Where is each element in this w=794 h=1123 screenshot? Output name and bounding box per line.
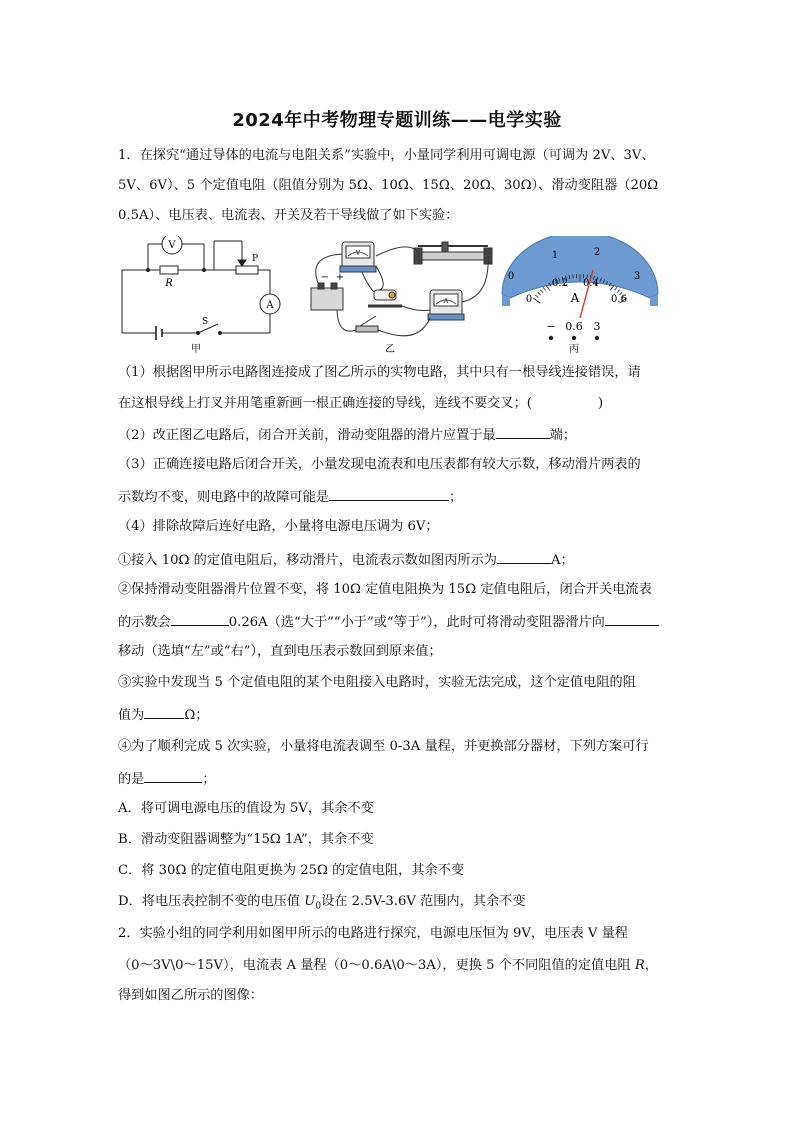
bing-inner-0: 0 bbox=[525, 294, 533, 305]
jia-resistor-label: R bbox=[165, 278, 173, 289]
bing-terminal-minus: − bbox=[546, 320, 556, 333]
dial-tick bbox=[617, 290, 620, 293]
dial-tick bbox=[533, 298, 540, 303]
q1-part3-blank[interactable] bbox=[329, 486, 449, 501]
q1-sub2-text-a: 的示数会 bbox=[118, 615, 171, 630]
jia-caption: 甲 bbox=[191, 344, 201, 355]
q1-part1-answer-space[interactable] bbox=[532, 393, 598, 407]
q1-option-b[interactable]: B．滑动变阻器调整为“15Ω 1A”，其余不变 bbox=[118, 832, 374, 847]
physical-circuit-yi bbox=[311, 242, 492, 336]
q1-sub3-blank[interactable] bbox=[144, 704, 184, 719]
bing-unit: A bbox=[570, 291, 580, 305]
q2-line-2-tail: ， bbox=[644, 958, 658, 973]
bing-caption: 丙 bbox=[569, 344, 579, 355]
bing-terminal-3: 3 bbox=[593, 320, 601, 333]
yi-caption: 乙 bbox=[385, 344, 395, 355]
bing-inner-0-4: 0.4 bbox=[583, 278, 599, 289]
q1-sub2-line-1: ②保持滑动变阻器滑片位置不变，将 10Ω 定值电阻换为 15Ω 定值电阻后，闭合开关电流表 bbox=[118, 582, 652, 597]
q2-line-3: 得到如图乙所示的图像： bbox=[118, 988, 264, 1003]
q1-sub1-blank[interactable] bbox=[497, 549, 551, 564]
q1-part1-line-2 bbox=[118, 393, 678, 414]
q1-sub3-tail: Ω； bbox=[184, 708, 209, 723]
dial-tick bbox=[538, 292, 541, 295]
q1-sub4-blank[interactable] bbox=[144, 768, 202, 783]
jia-slider-label: P bbox=[252, 254, 259, 264]
q1-sub1-text: ①接入 10Ω 的定值电阻后，移动滑片，电流表示数如图丙所示为 bbox=[118, 553, 497, 568]
jia-voltmeter-label: V bbox=[168, 240, 176, 251]
q1-part1-line-1: （1）根据图甲所示电路图连接成了图乙所示的实物电路，其中只有一根导线连接错误，请 bbox=[118, 365, 641, 380]
q1-part2-line bbox=[118, 424, 678, 446]
q1-option-d[interactable] bbox=[118, 892, 678, 917]
q1-sub3-line-1: ③实验中发现当 5 个定值电阻的某个电阻接入电路时，实验无法完成，这个定值电阻的阻 bbox=[118, 675, 636, 690]
q1-sub2-line-2 bbox=[118, 611, 678, 633]
q1-part3-text: 示数均不变，则电路中的故障可能是 bbox=[118, 490, 329, 505]
bing-terminal-dot-minus bbox=[549, 336, 553, 340]
q1-intro-line-3: 0.5A）、电压表、电流表、开关及若干导线做了如下实验： bbox=[118, 208, 459, 223]
q1-option-a[interactable]: A．将可调电源电压的值设为 5V，其余不变 bbox=[118, 801, 374, 816]
yi-battery-plus: + bbox=[335, 272, 345, 283]
bing-inner-0-6: 0.6 bbox=[611, 294, 627, 305]
q1-sub4-line-2 bbox=[118, 768, 678, 790]
q1-option-d-text-b: 设在 2.5V-3.6V 范围内，其余不变 bbox=[321, 894, 526, 909]
dial-tick bbox=[543, 287, 546, 290]
bing-outer-2: 2 bbox=[593, 247, 601, 258]
q1-sub4-text: 的是 bbox=[118, 772, 145, 787]
dial-tick bbox=[540, 290, 543, 293]
dial-tick bbox=[614, 287, 617, 290]
bing-terminal-dot-0-6 bbox=[572, 336, 576, 340]
q1-sub4-line-1: ④为了顺利完成 5 次实验，小量将电流表调至 0-3A 量程，并更换部分器材，下列方案可行 bbox=[118, 739, 649, 754]
q1-option-d-variable: U bbox=[304, 894, 316, 909]
bing-inner-0-2: 0.2 bbox=[552, 278, 568, 289]
q1-part3-line-2 bbox=[118, 486, 678, 508]
q2-resistor-variable: R bbox=[634, 958, 645, 973]
figure-row-svg bbox=[118, 236, 678, 356]
q1-sub2-text-b: 0.26A（选“大于”“小于”或“等于”），此时可将滑动变阻器滑片向 bbox=[228, 615, 605, 630]
q1-part2-tail: 端； bbox=[549, 428, 577, 443]
dial-tick bbox=[546, 285, 550, 291]
q1-intro-line-1: 1．在探究“通过导体的电流与电阻关系”实验中，小量同学利用可调电源（可调为 2V、3V、 bbox=[118, 148, 655, 163]
q1-sub2-blank-2[interactable] bbox=[605, 611, 659, 626]
dial-tick bbox=[573, 275, 574, 279]
bing-outer-0: 0 bbox=[507, 271, 515, 282]
q1-figures bbox=[118, 236, 678, 356]
q1-sub2-line-3: 移动（选填“左”或“右”），直到电压表示数回到原来值； bbox=[118, 644, 442, 659]
yi-voltmeter-letter: V bbox=[355, 250, 361, 257]
q1-sub4-tail: ； bbox=[202, 772, 216, 787]
jia-ammeter-label: A bbox=[266, 300, 274, 311]
circuit-diagram-jia bbox=[122, 236, 280, 340]
bing-outer-1: 1 bbox=[551, 250, 559, 261]
bing-terminal-dot-3 bbox=[595, 336, 599, 340]
q2-line-1: 2．实验小组的同学利用如图甲所示的电路进行探究，电源电压恒为 9V，电压表 V 量程 bbox=[118, 926, 628, 941]
q1-option-d-text-a: D．将电压表控制不变的电压值 bbox=[118, 894, 305, 909]
q1-part3-line-1: （3）正确连接电路后闭合开关，小量发现电流表和电压表都有较大示数，移动滑片两表的 bbox=[118, 457, 641, 472]
dial-tick bbox=[535, 295, 538, 298]
page-title: 2024年中考物理专题训练——电学实验 bbox=[232, 110, 562, 131]
q1-option-c[interactable]: C．将 30Ω 的定值电阻更换为 25Ω 的定值电阻，其余不变 bbox=[118, 863, 465, 878]
yi-battery-minus: − bbox=[320, 272, 330, 283]
q1-sub1-line bbox=[118, 549, 678, 571]
q1-sub3-line-2 bbox=[118, 704, 678, 726]
bing-outer-3: 3 bbox=[633, 271, 641, 282]
q1-part2-blank[interactable] bbox=[496, 424, 550, 439]
q1-part1-close: ) bbox=[597, 396, 604, 411]
q1-part2-text: （2）改正图乙电路后，闭合开关前，滑动变阻器的滑片应置于最 bbox=[118, 428, 496, 443]
q1-intro-line-2: 5V、6V）、5 个定值电阻（阻值分别为 5Ω、10Ω、15Ω、20Ω、30Ω）、滑动变阻器（20Ω bbox=[118, 178, 659, 193]
q1-part1-text: 在这根导线上打叉并用笔重新画一根正确连接的导线，连线不要交叉；( bbox=[118, 396, 532, 411]
q1-sub3-text: 值为 bbox=[118, 708, 145, 723]
bing-terminal-0-6: 0.6 bbox=[565, 320, 583, 333]
q1-option-d-subscript: 0 bbox=[315, 901, 322, 912]
q1-part3-tail: ； bbox=[449, 490, 463, 505]
q1-sub2-blank-1[interactable] bbox=[171, 611, 229, 626]
q2-line-2-text: （0～3V\0～15V），电流表 A 量程（0～0.6A\0～3A），更换 5 个不同阻值的定值电阻 bbox=[118, 958, 635, 973]
q2-line-2 bbox=[118, 956, 678, 976]
q1-sub1-tail: A； bbox=[550, 553, 574, 568]
yi-ammeter-letter: A bbox=[443, 298, 449, 305]
jia-switch-label: S bbox=[202, 317, 209, 327]
dial-tick bbox=[610, 285, 614, 291]
q1-part4-line: （4）排除故障后连好电路，小量将电源电压调为 6V； bbox=[118, 519, 439, 534]
